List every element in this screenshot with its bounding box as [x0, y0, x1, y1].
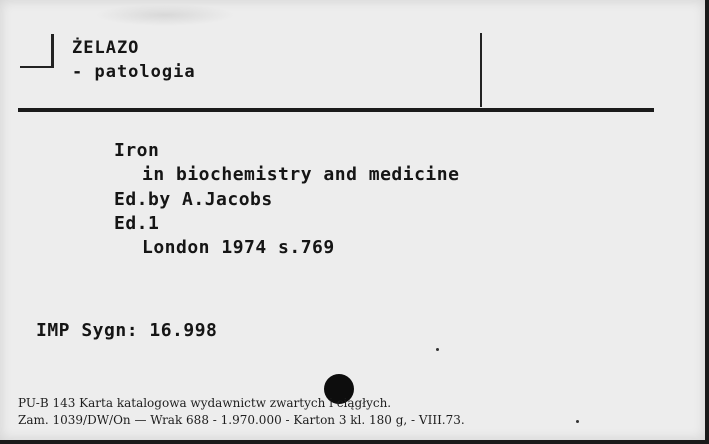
header-left-bracket-base: [20, 66, 54, 68]
subject-heading: ŻELAZO: [72, 38, 140, 58]
subject-subheading: - patologia: [72, 62, 196, 82]
header-rule: [18, 108, 654, 112]
entry-subtitle: in biochemistry and medicine: [142, 164, 460, 185]
entry-editor: Ed.by A.Jacobs: [114, 189, 273, 210]
smudge-mark: [95, 4, 235, 26]
header-right-divider: [480, 33, 482, 107]
footer-line-1: PU-B 143 Karta katalogowa wydawnictw zwartych i ciągłych.: [18, 396, 392, 410]
entry-imprint: London 1974 s.769: [142, 237, 335, 258]
footer-line-2: Zam. 1039/DW/On — Wrak 688 - 1.970.000 - Karton 3 kl. 180 g, - VIII.73.: [18, 413, 465, 427]
header-left-bracket: [51, 34, 54, 68]
entry-title: Iron: [114, 140, 160, 161]
call-number: IMP Sygn: 16.998: [36, 320, 218, 341]
speck-mark: [576, 420, 579, 423]
entry-edition: Ed.1: [114, 213, 160, 234]
speck-mark: [436, 348, 439, 351]
